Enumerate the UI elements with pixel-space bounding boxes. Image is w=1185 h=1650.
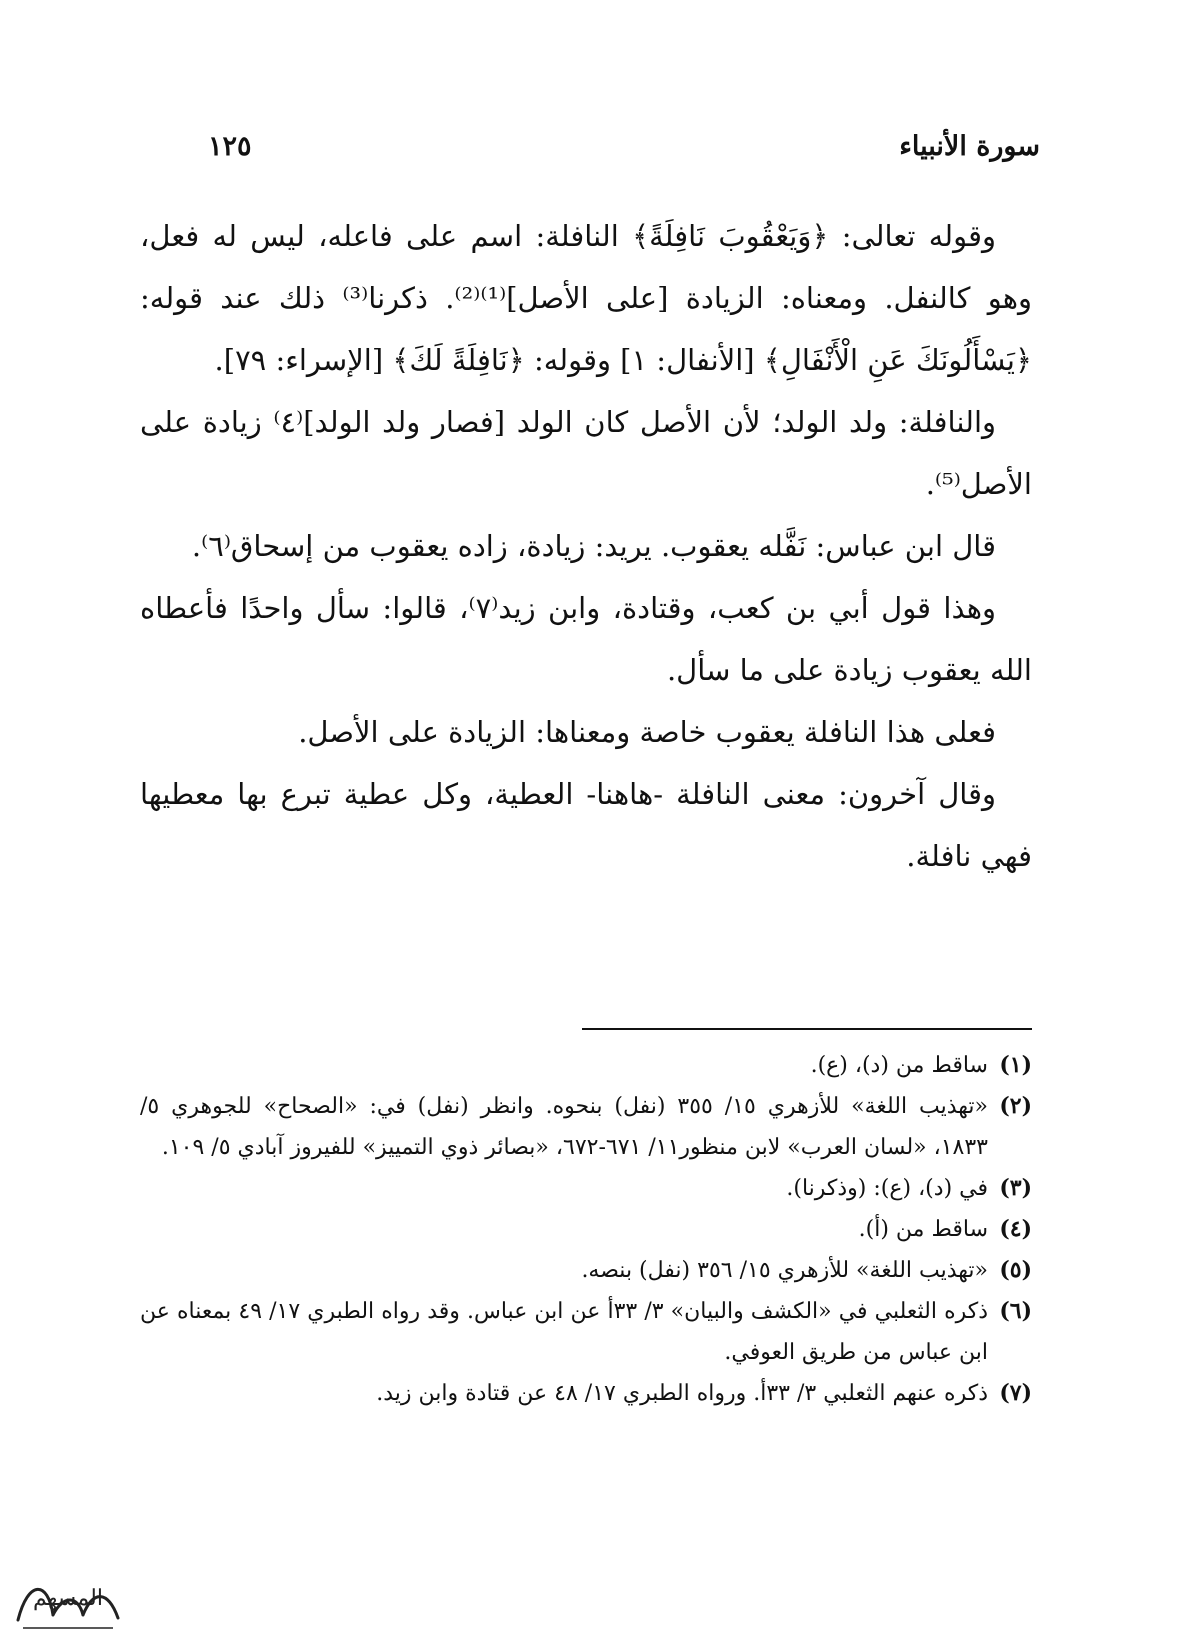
paragraph: قال ابن عباس: نَفَّله يعقوب. يريد: زيادة، زاده يعقوب من إسحاق⁽٦⁾. <box>191 529 996 563</box>
footnote-number: (٥) <box>999 1257 1032 1283</box>
footnote-text: ساقط من (د)، (ع). <box>810 1053 988 1078</box>
paragraph: وهذا قول أبي بن كعب، وقتادة، وابن زيد⁽٧⁾، قالوا: سأل واحدًا فأعطاه الله يعقوب زيادة على ما سأل. <box>140 591 1032 687</box>
paragraph: فعلى هذا النافلة يعقوب خاصة ومعناها: الزيادة على الأصل. <box>298 715 996 749</box>
paragraph: والنافلة: ولد الولد؛ لأن الأصل كان الولد [فصار ولد الولد]⁽٤⁾ زيادة على الأصل⁽⁵⁾. <box>140 405 1032 501</box>
footnote-text: ذكره عنهم الثعلبي ٣/ ٣٣أ. ورواه الطبري ١٧/ ٤٨ عن قتادة وابن زيد. <box>376 1381 988 1406</box>
footnote-text: في (د)، (ع): (وذكرنا). <box>786 1176 988 1201</box>
footnote-item <box>140 1373 1032 1414</box>
watermark-logo <box>8 1560 128 1640</box>
footnote-number: (٣) <box>999 1175 1032 1201</box>
footnote-number: (٢) <box>999 1093 1032 1119</box>
footnotes <box>140 1045 1032 1414</box>
footnote-separator <box>582 1028 1032 1030</box>
footnote-text: ساقط من (أ). <box>858 1217 988 1242</box>
logo-text: المسهم <box>33 1586 103 1611</box>
paragraph: وقوله تعالى: ﴿وَيَعْقُوبَ نَافِلَةً﴾ النافلة: اسم على فاعله، ليس له فعل، وهو كالنفل. ومعناه: الزيادة [على الأصل]⁽¹⁾⁽²⁾. ذكرنا⁽³⁾ ذلك عند قوله: ﴿يَسْأَلُونَكَ عَنِ الْأَنْفَالِ﴾ [الأنفال: ١] وقوله: ﴿نَافِلَةً لَكَ﴾ [الإسراء: ٧٩]. <box>140 219 1032 377</box>
footnote-number: (٤) <box>999 1216 1032 1242</box>
footnote-item <box>140 1086 1032 1168</box>
page-number: ١٢٥ <box>208 130 252 162</box>
footnote-text: ذكره الثعلبي في «الكشف والبيان» ٣/ ٣٣أ عن ابن عباس. وقد رواه الطبري ١٧/ ٤٩ بمعناه عن ابن عباس من طريق العوفي. <box>140 1299 989 1365</box>
footnote-item <box>140 1250 1032 1291</box>
footnote-number: (١) <box>999 1052 1032 1078</box>
footnote-item <box>140 1168 1032 1209</box>
footnote-text: «تهذيب اللغة» للأزهري ١٥/ ٣٥٥ (نفل) بنحوه. وانظر (نفل) في: «الصحاح» للجوهري ٥/ ١٨٣٣، «لسان العرب» لابن منظور١١/ ٦٧١-٦٧٢، «بصائر ذوي التمييز» للفيروز آبادي ٥/ ١٠٩. <box>140 1094 988 1160</box>
footnote-item <box>140 1291 1032 1373</box>
footnote-item <box>140 1045 1032 1086</box>
paragraph: وقال آخرون: معنى النافلة -هاهنا- العطية، وكل عطية تبرع بها معطيها فهي نافلة. <box>140 777 1032 873</box>
surah-title: سورة الأنبياء <box>899 130 1040 162</box>
footnote-number: (٦) <box>999 1298 1032 1324</box>
page-header <box>208 118 1040 174</box>
footnote-item <box>140 1209 1032 1250</box>
main-text <box>140 205 1032 887</box>
footnote-text: «تهذيب اللغة» للأزهري ١٥/ ٣٥٦ (نفل) بنصه. <box>581 1258 988 1283</box>
footnote-number: (٧) <box>999 1380 1032 1406</box>
